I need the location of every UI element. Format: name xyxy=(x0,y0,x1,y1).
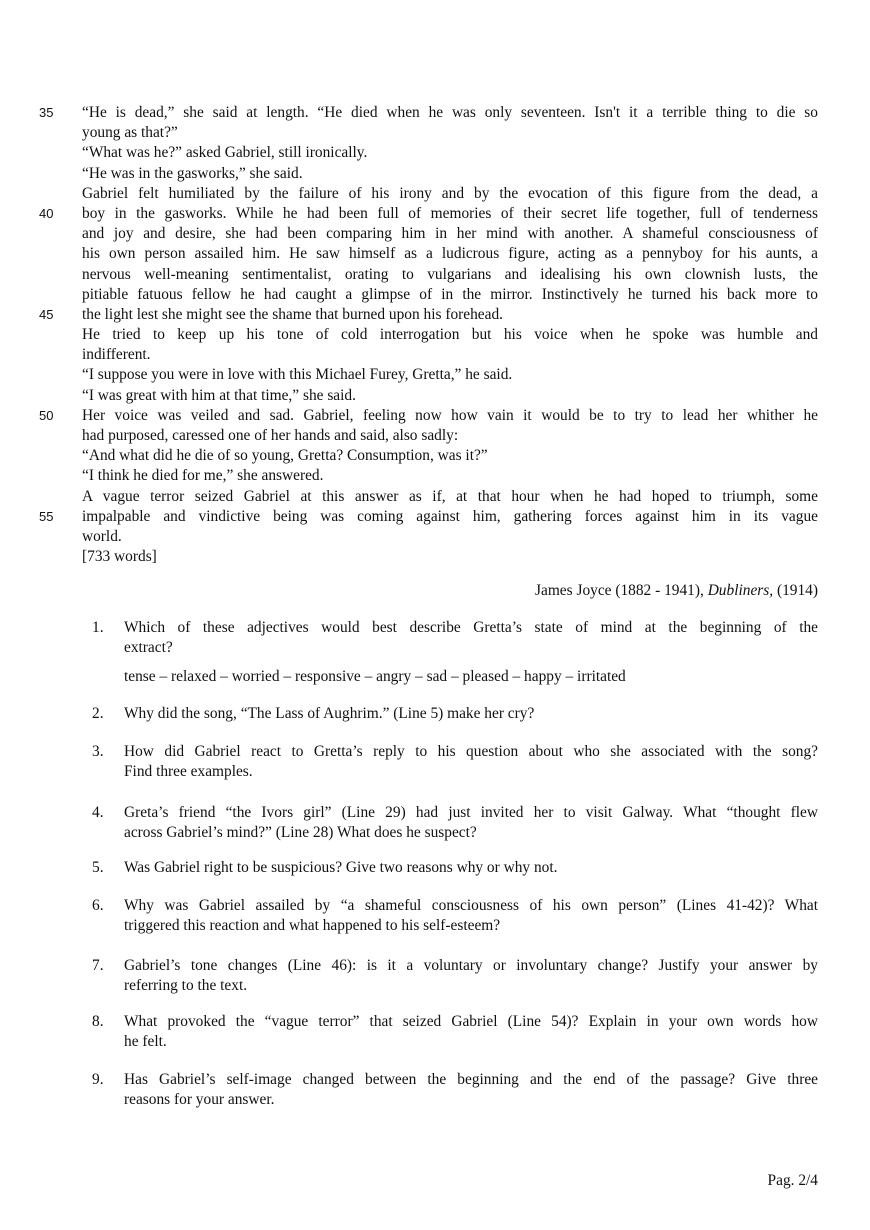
passage-line xyxy=(0,184,870,204)
passage-line xyxy=(0,305,870,325)
question-line: across Gabriel’s mind?” (Line 28) What does he suspect? xyxy=(124,824,477,841)
line-text: “He was in the gasworks,” she said. xyxy=(82,164,303,182)
line-number: 50 xyxy=(39,407,54,423)
passage-line xyxy=(0,406,870,426)
question-text xyxy=(124,803,818,843)
passage-line xyxy=(0,365,870,385)
passage-line xyxy=(0,446,870,466)
line-text: impalpable and vindictive being was coming against him, gathering forces against him in its vague xyxy=(82,507,818,525)
citation-title: Dubliners, xyxy=(707,582,774,599)
passage-line xyxy=(0,386,870,406)
passage-line xyxy=(0,466,870,486)
line-number: 55 xyxy=(39,508,54,524)
passage-line xyxy=(0,345,870,365)
question-number: 5. xyxy=(92,859,104,876)
passage-line xyxy=(0,285,870,305)
question-line: referring to the text. xyxy=(124,977,248,994)
citation-author: James Joyce (1882 - 1941), xyxy=(535,582,708,599)
line-number: 40 xyxy=(39,205,54,221)
question-line: Which of these adjectives would best describe Gretta’s state of mind at the beginning of the xyxy=(124,619,818,636)
citation xyxy=(535,581,818,601)
passage-line xyxy=(0,244,870,264)
line-text: his own person assailed him. He saw himself as a ludicrous figure, acting as a pennyboy for his aunts, a xyxy=(82,245,818,263)
passage-line xyxy=(0,547,870,567)
line-text: world. xyxy=(82,527,122,545)
passage-line xyxy=(0,103,870,123)
question-line: extract? xyxy=(124,639,173,656)
question-number: 8. xyxy=(92,1013,104,1030)
question-line: Was Gabriel right to be suspicious? Give two reasons why or why not. xyxy=(124,859,558,876)
line-text: young as that?” xyxy=(82,124,178,142)
line-text: “I suppose you were in love with this Michael Furey, Gretta,” he said. xyxy=(82,366,513,384)
question-number: 9. xyxy=(92,1071,104,1088)
question-line: Gabriel’s tone changes (Line 46): is it a voluntary or involuntary change? Justify your answer by xyxy=(124,957,818,974)
passage-line xyxy=(0,143,870,163)
line-text: the light lest she might see the shame that burned upon his forehead. xyxy=(82,305,504,323)
line-text: boy in the gasworks. While he had been full of memories of their secret life together, full of tenderness xyxy=(82,204,818,222)
question-number: 7. xyxy=(92,957,104,974)
question-number: 3. xyxy=(92,743,104,760)
line-text: “I think he died for me,” she answered. xyxy=(82,467,324,485)
passage-line xyxy=(0,204,870,224)
question-line: reasons for your answer. xyxy=(124,1091,275,1108)
passage-line xyxy=(0,123,870,143)
passage-line xyxy=(0,487,870,507)
question-line: Why was Gabriel assailed by “a shameful consciousness of his own person” (Lines 41-42)? What xyxy=(124,897,818,914)
passage-line xyxy=(0,224,870,244)
question-number: 1. xyxy=(92,619,104,636)
line-text: “I was great with him at that time,” she said. xyxy=(82,386,356,404)
line-text: “What was he?” asked Gabriel, still ironically. xyxy=(82,144,368,162)
question-text xyxy=(124,956,818,996)
question-text xyxy=(124,1012,818,1052)
line-text: He tried to keep up his tone of cold interrogation but his voice when he spoke was humble and xyxy=(82,326,818,344)
question-text xyxy=(124,742,818,782)
line-text: pitiable fatuous fellow he had caught a glimpse of in the mirror. Instinctively he turned his back more to xyxy=(82,285,818,303)
question-line: Why did the song, “The Lass of Aughrim.” (Line 5) make her cry? xyxy=(124,705,535,722)
question-text xyxy=(124,704,818,724)
line-text: and joy and desire, she had been comparing him in her mind with another. A shameful consciousness of xyxy=(82,225,818,243)
line-text: Her voice was veiled and sad. Gabriel, feeling now how vain it would be to try to lead her whither he xyxy=(82,406,818,424)
question-text xyxy=(124,858,818,878)
question-line: How did Gabriel react to Gretta’s reply to his question about who she associated with the song? xyxy=(124,743,818,760)
line-text: [733 words] xyxy=(82,548,157,566)
passage-line xyxy=(0,507,870,527)
question-number: 2. xyxy=(92,705,104,722)
literary-passage xyxy=(0,103,870,567)
question-text xyxy=(124,1070,818,1110)
line-text: nervous well-meaning sentimentalist, orating to vulgarians and idealising his own clownish lusts, the xyxy=(82,265,818,283)
line-text: A vague terror seized Gabriel at this answer as if, at that hour when he had hoped to triumph, some xyxy=(82,487,818,505)
line-text: “He is dead,” she said at length. “He died when he was only seventeen. Isn't it a terrible thing to die so xyxy=(82,104,818,121)
question-line: he felt. xyxy=(124,1033,167,1050)
question-line: What provoked the “vague terror” that seized Gabriel (Line 54)? Explain in your own words how xyxy=(124,1013,818,1030)
line-number: 35 xyxy=(39,105,54,120)
line-text: had purposed, caressed one of her hands and said, also sadly: xyxy=(82,427,459,444)
passage-line xyxy=(0,265,870,285)
adjective-options: tense – relaxed – worried – responsive – angry – sad – pleased – happy – irritated xyxy=(124,668,626,685)
question-text xyxy=(124,896,818,936)
passage-line xyxy=(0,325,870,345)
line-text: indifferent. xyxy=(82,346,151,364)
citation-year: (1914) xyxy=(773,582,818,599)
passage-line xyxy=(0,164,870,184)
line-text: “And what did he die of so young, Gretta? Consumption, was it?” xyxy=(82,447,488,465)
page-number: Pag. 2/4 xyxy=(767,1172,818,1189)
question-number: 6. xyxy=(92,897,104,914)
question-text xyxy=(124,618,818,658)
passage-line xyxy=(0,426,870,446)
line-text: Gabriel felt humiliated by the failure of his irony and by the evocation of this figure from the dead, a xyxy=(82,184,818,202)
question-line: triggered this reaction and what happened to his self-esteem? xyxy=(124,917,501,934)
line-number: 45 xyxy=(39,306,54,322)
question-line: Find three examples. xyxy=(124,763,253,780)
question-line: Has Gabriel’s self-image changed between the beginning and the end of the passage? Give three xyxy=(124,1071,818,1088)
question-line: Greta’s friend “the Ivors girl” (Line 29) had just invited her to visit Galway. What “thought flew xyxy=(124,804,818,821)
question-number: 4. xyxy=(92,804,104,821)
passage-line xyxy=(0,527,870,547)
